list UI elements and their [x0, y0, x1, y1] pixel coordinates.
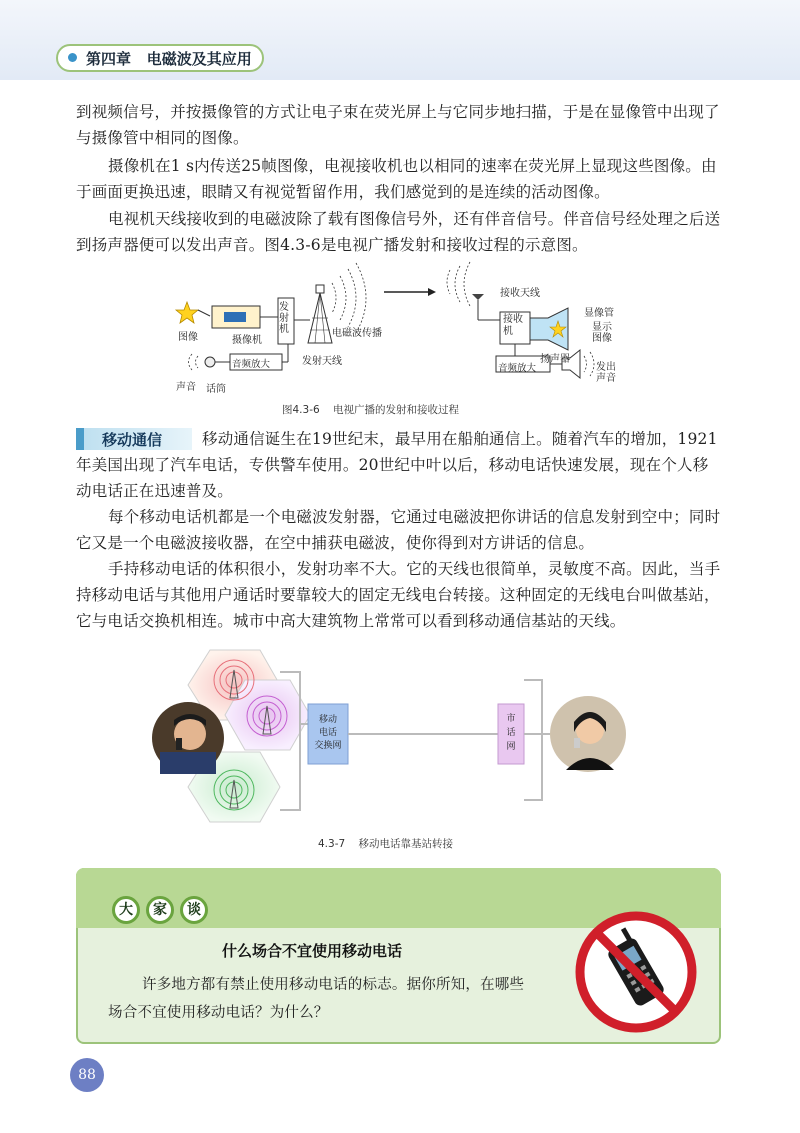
rx-antenna-icon [472, 294, 484, 300]
tv-broadcast-diagram [170, 258, 640, 398]
section-tag-label: 移动通信 [102, 431, 163, 449]
paragraph-line: 于画面更换迅速，眼睛又有视觉暂留作用，我们感觉到的是连续的活动图像。 [76, 183, 610, 201]
paragraph-line: 到扬声器便可以发出声音。图4.3-6是电视广播发射和接收过程的示意图。 [76, 236, 588, 254]
paragraph-line: 年美国出现了汽车电话，专供警车使用。20世纪中叶以后，移动电话快速发展，现在个人移 [76, 456, 709, 474]
label-display-image: 显示图像 [592, 322, 612, 344]
caption-text: 移动电话靠基站转接 [358, 838, 454, 850]
mobile-exchange-line: 移动 [318, 715, 337, 725]
no-phone-sign-icon [574, 910, 698, 1034]
city-exchange-line: 市 [506, 714, 516, 724]
paragraph-line: 移动通信诞生在19世纪末，最早用在船舶通信上。随着汽车的增加，1921 [202, 430, 718, 448]
chapter-name: 电磁波及其应用 [146, 50, 252, 68]
microphone-icon [205, 357, 215, 367]
arrow-icon [428, 288, 436, 296]
label-tx-antenna: 发射天线 [302, 356, 342, 367]
paragraph-line: 与摄像管中相同的图像。 [76, 129, 249, 147]
figure-caption-2 [318, 836, 453, 851]
figure-caption [282, 402, 459, 417]
city-exchange-label [498, 712, 524, 754]
page-number: 88 [70, 1058, 104, 1092]
discussion-line: 场合不宜使用移动电话？为什么？ [108, 1005, 329, 1021]
paragraph-line: 它与电话交换机相连。城市中高大建筑物上常常可以看到移动通信基站的天线。 [76, 612, 626, 630]
mobile-exchange-label [308, 714, 348, 753]
discussion-badge: 大 [112, 896, 140, 924]
paragraph-line: 摄像机在1 s内传送25帧图像，电视接收机也以相同的速率在荧光屏上显现这些图像。由 [108, 157, 717, 175]
label-audio-amp-right: 音频放大 [498, 363, 537, 374]
paragraph-line: 持移动电话与其他用户通话时要靠较大的固定无线电台转接。这种固定的无线电台叫做基站， [76, 586, 720, 604]
star-icon [176, 302, 198, 323]
city-exchange-line: 网 [506, 742, 516, 752]
paragraph-line: 动电话正在迅速普及。 [76, 482, 234, 500]
label-microphone: 话筒 [206, 384, 226, 395]
label-receiver: 接收机 [503, 314, 523, 337]
paragraph-line: 每个移动电话机都是一个电磁波发射器，它通过电磁波把你讲话的信息发射到空中；同时 [108, 508, 721, 526]
discussion-line: 许多地方都有禁止使用移动电话的标志。据你所知，在哪些 [142, 977, 525, 993]
chapter-number: 第四章 [86, 50, 132, 68]
label-audio-amp-left: 音频放大 [232, 359, 271, 370]
caption-number: 4.3-7 [318, 838, 346, 850]
discussion-title: 什么场合不宜使用移动电话 [222, 942, 403, 960]
paragraph-line: 它又是一个电磁波接收器，在空中捕获电磁波，使你得到对方讲话的信息。 [76, 534, 595, 552]
label-rx-antenna: 接收天线 [500, 288, 540, 299]
label-transmitter: 发射机 [279, 302, 289, 335]
caption-text: 电视广播的发射和接收过程 [333, 404, 460, 416]
discussion-badge: 谈 [180, 896, 208, 924]
label-speaker: 扬声器 [540, 354, 570, 365]
paragraph-line: 到视频信号，并按摄像管的方式让电子束在荧光屏上与它同步地扫描，于是在显像管中出现了 [76, 103, 720, 121]
discussion-badge: 家 [146, 896, 174, 924]
city-exchange-line: 话 [506, 728, 516, 738]
section-tag [76, 428, 192, 450]
label-em-wave: 电磁波传播 [332, 328, 382, 339]
label-picture-tube: 显像管 [584, 308, 614, 319]
label-image: 图像 [178, 332, 198, 343]
label-sound: 声音 [176, 382, 196, 393]
bullet-icon [68, 53, 77, 62]
label-camera: 摄像机 [232, 335, 262, 346]
paragraph-line: 电视机天线接收到的电磁波除了载有图像信号外，还有伴音信号。伴音信号经处理之后送 [108, 210, 721, 228]
label-output-sound: 发出声音 [596, 362, 616, 384]
paragraph-line: 手持移动电话的体积很小，发射功率不大。它的天线也很简单，灵敏度不高。因此，当手 [108, 560, 721, 578]
base-station-diagram [150, 640, 640, 840]
caption-number: 图4.3-6 [282, 404, 320, 416]
chapter-title [86, 48, 252, 69]
mobile-exchange-line: 交换网 [314, 741, 342, 751]
mobile-exchange-line: 电话 [318, 728, 337, 738]
